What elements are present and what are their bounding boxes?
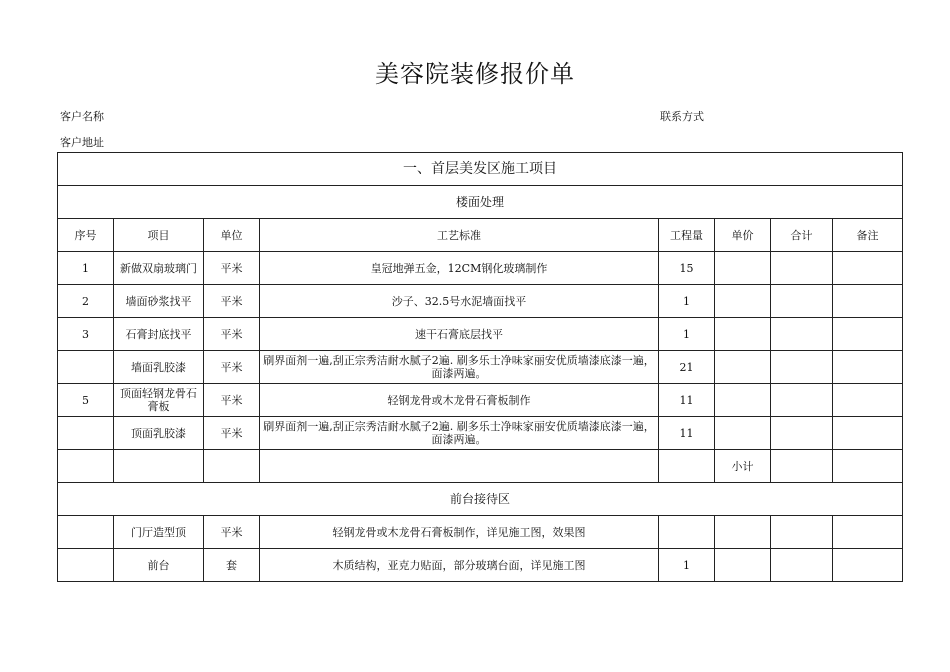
- subtotal-value: [771, 450, 833, 483]
- table-row: [58, 285, 903, 318]
- row-price: [715, 516, 771, 549]
- row-no: [58, 549, 114, 582]
- row-unit: 平米: [204, 285, 260, 318]
- row-spec: 刷界面剂一遍,刮正宗秀洁耐水腻子2遍. 刷多乐士净味家丽安优质墙漆底漆一遍，面漆两遍。: [260, 351, 659, 384]
- subtotal-row: [58, 450, 903, 483]
- header-cell: 单价: [715, 219, 771, 252]
- row-total: [771, 516, 833, 549]
- row-remark: [833, 351, 903, 384]
- row-total: [771, 384, 833, 417]
- row-qty: 21: [659, 351, 715, 384]
- row-price: [715, 417, 771, 450]
- table-row: [58, 252, 903, 285]
- row-qty: 1: [659, 318, 715, 351]
- row-price: [715, 351, 771, 384]
- row-qty: [659, 516, 715, 549]
- header-cell: 工艺标准: [260, 219, 659, 252]
- row-item: 顶面轻钢龙骨石膏板: [114, 384, 204, 417]
- row-spec: 速干石膏底层找平: [260, 318, 659, 351]
- header-cell: 序号: [58, 219, 114, 252]
- row-price: [715, 318, 771, 351]
- row-spec: 沙子、32.5号水泥墙面找平: [260, 285, 659, 318]
- row-spec: 刷界面剂一遍,刮正宗秀洁耐水腻子2遍. 刷多乐士净味家丽安优质墙漆底漆一遍，面漆两遍。: [260, 417, 659, 450]
- row-no: 5: [58, 384, 114, 417]
- header-cell: 工程量: [659, 219, 715, 252]
- table-row: [58, 417, 903, 450]
- page-title: 美容院装修报价单: [375, 60, 575, 88]
- row-price: [715, 384, 771, 417]
- row-item: 顶面乳胶漆: [114, 417, 204, 450]
- row-no: [58, 351, 114, 384]
- row-total: [771, 318, 833, 351]
- table-row: [58, 384, 903, 417]
- row-qty: 11: [659, 417, 715, 450]
- header-cell: 项目: [114, 219, 204, 252]
- header-cell: 单位: [204, 219, 260, 252]
- row-spec: 轻钢龙骨或木龙骨石膏板制作: [260, 384, 659, 417]
- subtotal-label: 小计: [715, 450, 771, 483]
- row-remark: [833, 285, 903, 318]
- row-remark: [833, 384, 903, 417]
- row-remark: [833, 252, 903, 285]
- row-unit: 平米: [204, 417, 260, 450]
- row-remark: [833, 516, 903, 549]
- row-item: 前台: [114, 549, 204, 582]
- row-total: [771, 549, 833, 582]
- row-remark: [833, 318, 903, 351]
- header-cell: 合计: [771, 219, 833, 252]
- row-unit: 套: [204, 549, 260, 582]
- row-spec: 木质结构，亚克力贴面，部分玻璃台面，详见施工图: [260, 549, 659, 582]
- section-row: [58, 153, 903, 186]
- table-row: [58, 318, 903, 351]
- row-total: [771, 285, 833, 318]
- row-qty: 15: [659, 252, 715, 285]
- row-no: [58, 417, 114, 450]
- group-row: [58, 483, 903, 516]
- row-no: 3: [58, 318, 114, 351]
- header-cell: 备注: [833, 219, 903, 252]
- row-item: 新做双扇玻璃门: [114, 252, 204, 285]
- quote-table: [57, 152, 903, 582]
- table-row: [58, 351, 903, 384]
- row-total: [771, 351, 833, 384]
- row-price: [715, 285, 771, 318]
- group-title-reception: 前台接待区: [58, 483, 903, 516]
- row-no: [58, 516, 114, 549]
- row-spec: 皇冠地弹五金，12CM钢化玻璃制作: [260, 252, 659, 285]
- table-row: [58, 549, 903, 582]
- row-unit: 平米: [204, 318, 260, 351]
- row-spec: 轻钢龙骨或木龙骨石膏板制作，详见施工图，效果图: [260, 516, 659, 549]
- section-title: 一、首层美发区施工项目: [58, 153, 903, 186]
- row-unit: 平米: [204, 516, 260, 549]
- row-item: 石膏封底找平: [114, 318, 204, 351]
- customer-name-label: 客户名称: [60, 110, 104, 123]
- row-qty: 11: [659, 384, 715, 417]
- row-price: [715, 252, 771, 285]
- row-unit: 平米: [204, 252, 260, 285]
- row-no: 1: [58, 252, 114, 285]
- contact-label: 联系方式: [660, 110, 704, 123]
- row-qty: 1: [659, 285, 715, 318]
- row-item: 墙面砂浆找平: [114, 285, 204, 318]
- row-item: 门厅造型顶: [114, 516, 204, 549]
- row-qty: 1: [659, 549, 715, 582]
- row-remark: [833, 549, 903, 582]
- customer-address-label: 客户地址: [60, 136, 104, 149]
- table-row: [58, 516, 903, 549]
- row-no: 2: [58, 285, 114, 318]
- row-total: [771, 417, 833, 450]
- header-row: [58, 219, 903, 252]
- row-unit: 平米: [204, 384, 260, 417]
- row-remark: [833, 417, 903, 450]
- group-title-floor: 楼面处理: [58, 186, 903, 219]
- row-price: [715, 549, 771, 582]
- row-item: 墙面乳胶漆: [114, 351, 204, 384]
- row-total: [771, 252, 833, 285]
- group-row: [58, 186, 903, 219]
- row-unit: 平米: [204, 351, 260, 384]
